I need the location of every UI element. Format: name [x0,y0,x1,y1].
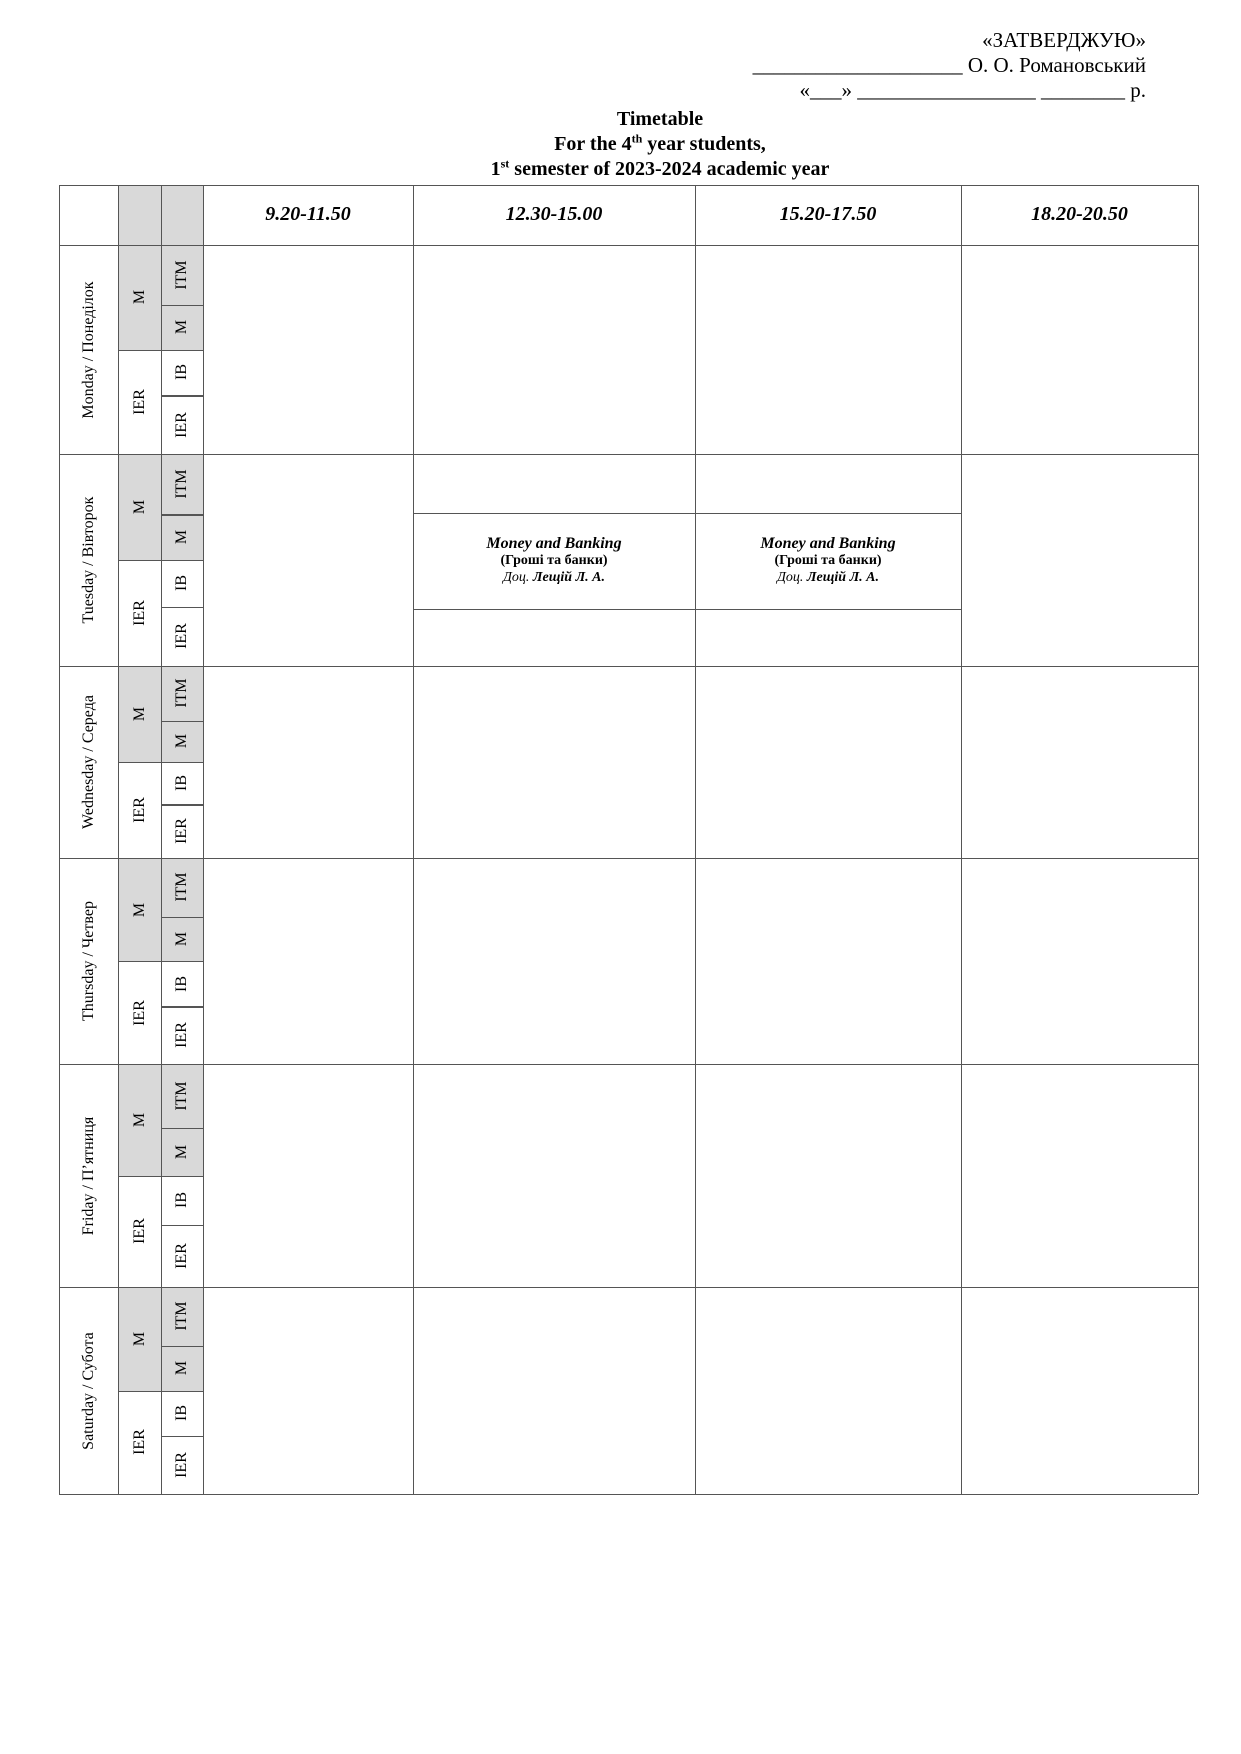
day-label: Friday / П’ятниця [79,1116,97,1235]
time-slot-header: 15.20-17.50 [779,203,877,225]
class-cell-border [695,609,961,610]
teacher-name: Лещій Л. А. [806,570,880,585]
subgroup-label: M [173,530,190,545]
subtitle-sup: th [631,131,643,146]
class-subject: Money and Banking [760,535,896,552]
subgroup-divider [161,721,203,722]
day-label: Tuesday / Вівторок [79,496,97,624]
group-label-m: M [130,706,148,722]
time-slot-header: 12.30-15.00 [505,203,603,225]
subgroup-label: IER [173,1452,190,1478]
subgroup-label: M [173,1361,190,1376]
column-border [118,185,119,1494]
time-slot-header: 9.20-11.50 [265,203,351,225]
subgroup-label: IER [173,1242,190,1269]
group-divider [118,961,161,962]
subgroup-label: IER [173,411,190,438]
group-label-m: M [130,290,148,305]
timetable-title: Timetable [616,108,704,130]
timetable-subtitle [0,132,1241,157]
semester-prefix: 1 [490,158,501,180]
subgroup-label: ITM [173,260,190,290]
day-label: Thursday / Четвер [79,901,97,1021]
subgroup-label: ITM [173,1301,190,1332]
class-cell-border [695,513,961,514]
column-border [413,185,414,1494]
subgroup-label: IB [173,1405,190,1422]
subgroup-divider [161,305,203,306]
column-border [961,185,962,1494]
subgroup-divider [161,961,203,962]
row-border [59,858,1198,859]
subgroup-label: M [173,734,190,749]
class-entry [413,535,695,586]
column-border [1198,185,1199,1494]
subgroup-divider [161,762,203,763]
subgroup-divider [161,1391,203,1392]
row-border [59,1064,1198,1065]
group-label-m: M [130,1112,148,1127]
group-divider [118,762,161,763]
class-cell-border [413,609,695,610]
teacher-title: Доц. [502,570,533,585]
group-divider [118,350,161,351]
group-divider [118,1176,161,1177]
group-label-ier: IER [130,1429,148,1456]
subgroup-label: IB [173,364,190,381]
group-divider [118,1391,161,1392]
group-label-ier: IER [130,999,148,1026]
subgroup-label: IER [173,818,190,844]
day-label: Wednesday / Середа [79,695,97,829]
teacher-title: Доц. [776,570,807,585]
approval-block [753,28,1146,103]
subgroup-divider [161,1128,203,1129]
timetable-heading [0,107,1241,182]
class-teacher [413,569,695,586]
subgroup-label: IER [173,623,190,650]
group-label-m: M [130,902,148,917]
approval-title: «ЗАТВЕРДЖУЮ» [982,28,1146,52]
time-slot-header: 18.20-20.50 [1031,203,1128,225]
class-cell-border [413,513,695,514]
subgroup-label: IB [173,575,190,592]
row-border [59,666,1198,667]
group-label-m: M [130,499,148,515]
group-label-ier: IER [130,600,148,626]
subgroup-label: ITM [173,678,190,709]
group-label-ier: IER [130,388,148,415]
semester-suffix: semester of 2023-2024 academic year [509,158,830,180]
column-border [695,185,696,1494]
subgroup-label: IER [173,1022,190,1049]
semester-sup: st [500,156,510,171]
class-subject-ua: (Гроші та банки) [500,553,608,568]
teacher-name: Лещій Л. А. [532,570,606,585]
subgroup-label: IB [173,975,190,992]
subgroup-label: ITM [173,469,190,499]
day-label: Saturday / Субота [79,1331,97,1450]
row-border [59,1287,1198,1288]
class-entry [695,535,961,586]
column-border [203,185,204,1494]
subgroup-label: IB [173,1192,190,1209]
subtitle-suffix: year students, [642,133,766,155]
subgroup-divider [161,350,203,351]
subgroup-label: M [173,319,190,335]
class-teacher [695,569,961,586]
subgroup-divider [161,1346,203,1347]
class-subject: Money and Banking [486,535,622,552]
group-label-ier: IER [130,797,148,823]
subtitle-prefix: For the 4 [554,133,632,155]
approval-date: «___» _________________ ________ р. [799,78,1146,102]
subgroup-divider [161,917,203,918]
subgroup-label: ITM [173,1081,190,1111]
group-label-m: M [130,1331,148,1346]
row-border [59,185,1198,186]
subgroup-divider [161,514,203,515]
subgroup-label: M [173,931,190,946]
group-divider [118,560,161,561]
class-subject-ua: (Гроші та банки) [774,553,882,568]
day-label: Monday / Понеділок [79,280,97,419]
subgroup-label: IB [173,775,190,792]
row-border [59,245,1198,246]
row-border [59,1494,1198,1495]
column-border [161,185,162,1494]
row-border [59,454,1198,455]
column-border [59,185,60,1494]
subgroup-divider [161,560,203,561]
approval-signature: ____________________ О. О. Романовський [752,53,1146,77]
subgroup-label: M [173,1144,190,1159]
group-label-ier: IER [130,1218,148,1245]
subgroup-divider [161,1176,203,1177]
subgroup-label: ITM [173,872,190,903]
subgroup-divider [161,1436,203,1437]
